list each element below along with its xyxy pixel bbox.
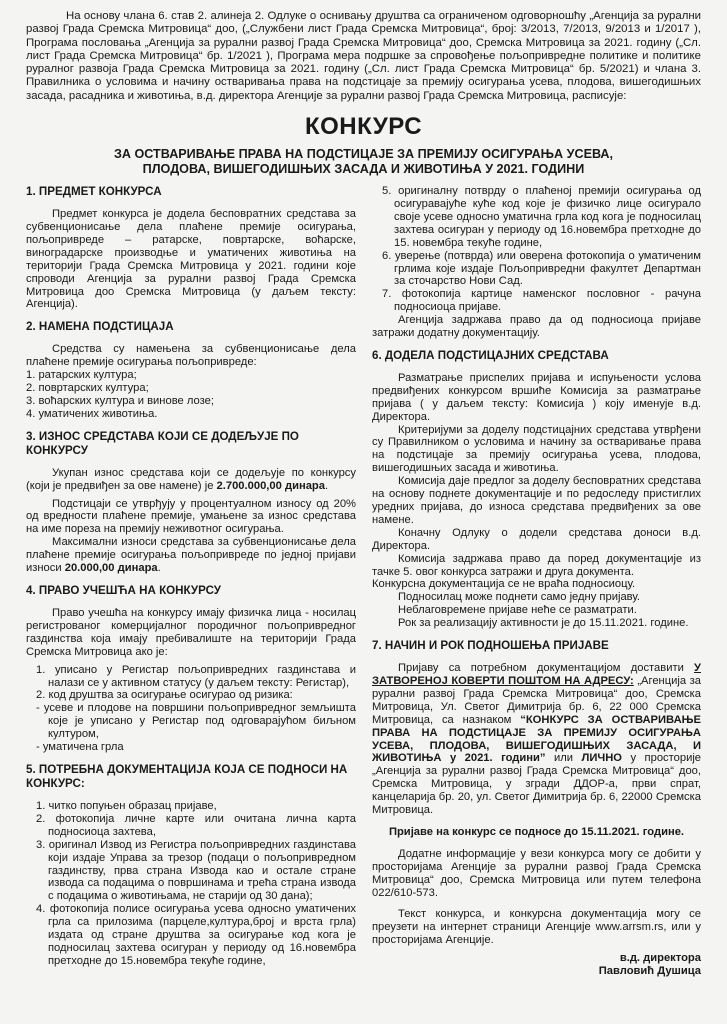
section-1-heading: 1. ПРЕДМЕТ КОНКУРСА [26,185,162,199]
section-6-paragraph: Разматрање приспелих пријава и испуњености услова предвиђених конкурсом вршиће Комисија за разматрање пријава ( у даљем тексту: Комисија ) коју именује в.д. Директора. [372,371,701,423]
section-5-heading: 5. ПОТРЕБНА ДОКУМЕНТАЦИЈА КОЈА СЕ ПОДНОСИ НА КОНКУРС: [26,762,348,790]
section-6-paragraph: Критеријуми за доделу подстицајних средстава утврђени су Правилником о условима и начину за остваривање права на подстицаје за премију осигурања усева, плодова, вишегодишњих засада и животиња. [372,423,701,475]
section-5-note: Агенција задржава право да од подносиоца пријаве затражи додатну документацију. [372,314,701,340]
section-5-item: 7. фотокопија картице наменског пословног - рачуна подносиоца пријаве. [382,288,701,314]
section-7-heading: 7. НАЧИН И РОК ПОДНОШЕЊА ПРИЈАВЕ [372,639,609,653]
section-4-heading: 4. ПРАВО УЧЕШЋА НА КОНКУРСУ [26,584,221,598]
submission-intro: Пријаву са потребном документацијом доставити [398,662,684,675]
section-2-paragraph: Средства су намењена за субвенционисање дела плаћене премије осигурања пољопривреде: [26,343,356,369]
total-amount: 2.700.000,00 динара [216,479,325,492]
section-4-item: 2. код друштва за осигурање осигурао од ризика: [36,689,293,702]
deadline-text: Пријаве на конкурс се подносе до 15.11.2021. године. [388,825,685,838]
deadline-line [372,826,701,839]
document-title: КОНКУРС [304,113,423,141]
section-6-paragraph: Комисија даје предлог за доделу бесповратних средстава на основу поднете документације и по редоследу пристиглих уредних пријава, до износа средстава предвиђених за ове намене. [372,475,701,526]
office-address: у просторије „Агенција за рурални развој Града Сремска Митровица“ доо, Сремска Митровица, у згради ДДОР-а, први спрат, канцеларија бр. 20, ул. Светог Димитрија бр. 6, 22000 Сремска Митровица. [372,752,702,817]
agency-address: „Агенција за рурални развој Града Сремска Митровица“ доо, Сремска Митровица, Ул. Светог Димитрија бр. 6, 22 000 Сремска Митровица, са назнаком [372,674,702,726]
section-6-paragraph: Подносилац може поднети само једну пријаву. [398,591,640,604]
signature-name: Павловић Душица [598,965,701,978]
document-subtitle [26,147,701,177]
max-amount: 20.000,00 динара [64,562,158,575]
section-6-paragraph: Комисија задржава право да поред документације из тачке 5. овог конкурса затражи и друга документа. [372,552,701,578]
section-5-item: 1. читко попуњен образац пријаве, [36,799,217,812]
section-4-item: - уматичена грла [36,741,124,754]
sealed-envelope-note: У ЗАТВОРЕНОЈ КОВЕРТИ ПОШТОМ НА АДРЕСУ: [372,662,701,687]
section-2-item: 4. уматичених животиња. [26,407,158,420]
section-6-paragraph: Конкурсна документација се не враћа подносиоцу. [372,578,636,591]
signature-block [372,952,701,978]
in-person-text: ЛИЧНО [581,752,623,765]
two-column-body [26,185,701,978]
section-3-paragraph-3: Максимални износи средстава за субвенционисање дела плаћене премије осигурања пољопривреде по једној пријави износи 20.000,00 динара. [26,536,356,575]
section-6-paragraph: Неблаговремене пријаве неће се разматрати. [398,604,637,617]
subtitle-line-1: ЗА ОСТВАРИВАЊЕ ПРАВА НА ПОДСТИЦАЈЕ ЗА ПРЕМИЈУ ОСИГУРАЊА УСЕВА, [113,147,614,162]
section-5-item: 5. оригиналну потврду о плаћеној премији осигурања од осигуравајуће куће код које је физичко лице осигурало своје усеве односно уматична грла код кога је подносилац захтева осигуран у периоду од 16.новембра претходне до 15. новембра текуће године, [382,185,701,249]
signature-role: в.д. директора [619,952,701,965]
download-paragraph: Текст конкурса, и конкурсна документација могу се преузети на интернет страници Агенције www.arrsm.rs, или у просторијама Агенције. [372,908,701,947]
section-2-heading: 2. НАМЕНА ПОДСТИЦАЈА [26,320,174,334]
section-4-item: - усеве и плодове на површини пољопривредног земљишта које је уписано у Регистар под одговарајућом биљном културом, [36,702,356,741]
section-3-max-text: Максимални износи средстава за субвенционисање дела плаћене премије осигурања пољопривреде по једној пријави износи [26,536,356,575]
section-5-item: 4. фотокопија полисе осигурања усева односно уматичених грла са прилозима (парцеле,култура,број и врста грла) издата од стране друштва за осигурање код кога је подносилац захтева осигуран у периоду од 16.новембра претходне до 15.новембра текуће године, [36,903,356,967]
section-4-paragraph: Право учешћа на конкурсу имају физичка лица - носилац регистрованог комерцијалног породичног пољопривредног газдинства која имају пребивалиште на територији Града Сремска Митровица ако је: [26,607,356,658]
section-2-item: 3. воћарских култура и винове лозе; [26,394,214,407]
section-5-item: 6. уверење (потврда) или оверена фотокопија о уматиченим грлима које издаје Пољопривредни факултет Департман за сточарство Нови Сад. [382,249,701,288]
section-2-item: 2. повртарских култура; [26,382,149,395]
section-3-text: Укупан износ средстава који се додељује по конкурсу (који је предвиђен за ове намене) је [26,466,356,492]
intro-paragraph: На основу члана 6. став 2. алинеја 2. Одлуке о оснивању друштва са ограниченом одговорношћу „Агенција за рурални развој Града Сремска Митровица“ доо, („Службени лист Града Сремска Митровица“, број: 3/2013, 7/2013, 9/2013 и 1/2017 ), Програма пословања „Агенција за рурални развој Града Сремска Митровица“ доо, Сремска Митровица за 2021. годину („Сл. лист Града Сремска Митровица“ бр. 1/2021 ), Програма мера подршке за спровођење пољопривредне политике и политике руралног развоја Града Сремска Митровица за 2021. годину („Сл. лист Града Сремска Митровица“ бр. 5/2021) и члана 3. Правилника о условима и начину остваривања права на подстицаје за премију осигурања усева, плодова, вишегодишњих засада, расадника и животиња, в.д. директора Агенције за рурални развој Града Сремска Митровица, расписује: [26,10,701,102]
section-3-heading: 3. ИЗНОС СРЕДСТАВА КОЈИ СЕ ДОДЕЉУЈЕ ПО КОНКУРСУ [26,429,299,457]
right-column [372,185,701,978]
contact-paragraph: Додатне информације у вези конкурса могу се добити у просторијама Агенције за рурални развој Града Сремска Митровица“ доо, Сремска Митровица или путем телефона 022/610-573. [372,847,701,899]
section-3-paragraph-1: Укупан износ средстава који се додељује по конкурсу (који је предвиђен за ове намене) је 2.700.000,00 динара. [26,466,356,492]
left-column [26,185,356,978]
section-6-paragraph: Рок за реализацију активности је до 15.11.2021. године. [398,617,689,630]
section-2-item: 1. ратарских култура; [26,369,137,382]
or-text: или [553,752,573,765]
section-4-item: 1. уписано у Регистар пољопривредних газдинстава и налази се у активном статусу (у даљем тексту: Регистар), [36,663,356,689]
section-6-heading: 6. ДОДЕЛА ПОДСТИЦАЈНИХ СРЕДСТАВА [372,348,609,362]
section-1-paragraph: Предмет конкурса је додела бесповратних средстава за субвенционисање дела плаћене премије осигурања, пољопривреде – ратарске, повртарске, воћарске, виноградарске производње и уматичених животиња на територији Града Сремска Митровица у 2021. години које спроводи Агенција за рурални развој Града Сремска Митровица доо Сремска Митровица (у даљем тексту: Агенција). [26,208,356,311]
subtitle-line-2: ПЛОДОВА, ВИШЕГОДИШЊИХ ЗАСАДА И ЖИВОТИЊА У 2021. ГОДИНИ [142,162,585,177]
section-5-item: 3. оригинал Извод из Регистра пољопривредних газдинстава који издаје Управа за трезор (подаци о пољопривредном газдинству, прва страна Извода као и остале стране извода са подацима о површинама и трећа страна извода с подацима о животињама, не старији од 30 дана); [36,838,356,903]
envelope-label: “КОНКУРС ЗА ОСТВАРИВАЊЕ ПРАВА НА ПОДСТИЦАЈЕ ЗА ПРЕМИЈУ ОСИГУРАЊА УСЕВА, ПЛОДОВА, ВИШЕГОДИШЊИХ ЗАСАДА, И ЖИВОТИЊА у 2021. години” [372,713,702,765]
section-3-paragraph-2: Подстицаји се утврђују у процентуалном износу од 20% од вредности плаћене премије, умањене за износ средстава на име пореза на премију неживотног осигурања. [26,497,356,536]
section-7-submission-paragraph [372,662,701,817]
section-5-item: 2. фотокопија личне карте или очитана лична карта подносиоца захтева, [36,812,356,838]
section-6-paragraph: Коначну Одлуку о додели средстава доноси в.д. Директора. [372,526,701,552]
